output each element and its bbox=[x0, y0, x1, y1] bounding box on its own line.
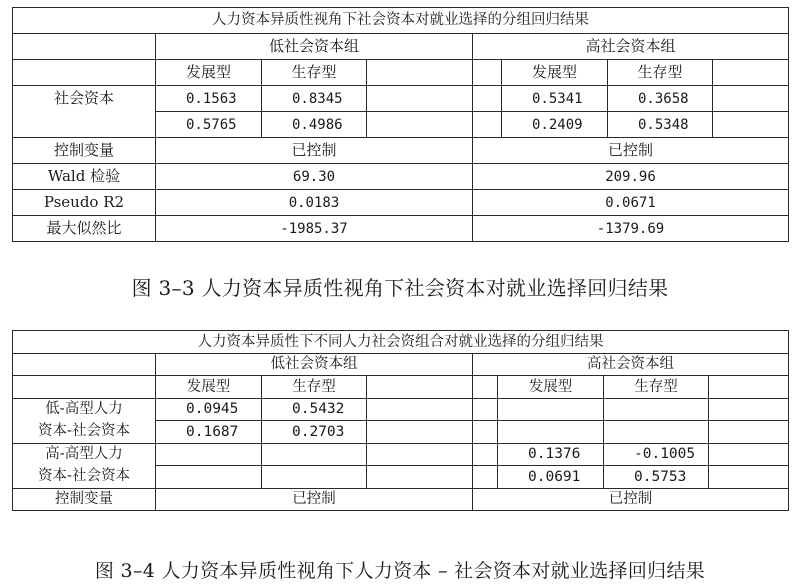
column-header: 生存型 bbox=[262, 376, 367, 399]
column-header: 发展型 bbox=[156, 376, 262, 399]
table-row bbox=[13, 376, 789, 399]
value-cell: 0.1376 bbox=[498, 443, 604, 466]
column-header: 生存型 bbox=[262, 60, 367, 86]
value-cell: 0.5765 bbox=[156, 112, 262, 138]
value-cell: 0.1687 bbox=[156, 421, 262, 444]
value-cell: 0.5432 bbox=[262, 398, 367, 421]
empty-cell bbox=[709, 398, 789, 421]
empty-cell bbox=[473, 466, 498, 489]
table-row bbox=[13, 398, 789, 421]
value-cell: 0.1563 bbox=[156, 86, 262, 112]
empty-cell bbox=[604, 398, 709, 421]
table-row bbox=[13, 353, 789, 376]
row-label: 社会资本 bbox=[13, 86, 156, 112]
row-label: 低-高型人力 bbox=[13, 398, 156, 421]
value-cell: 0.4986 bbox=[262, 112, 367, 138]
empty-cell bbox=[473, 443, 498, 466]
empty-cell bbox=[13, 60, 156, 86]
empty-cell bbox=[262, 466, 367, 489]
empty-cell bbox=[156, 466, 262, 489]
empty-cell bbox=[473, 376, 498, 399]
table-row bbox=[13, 34, 789, 60]
value-cell: 69.30 bbox=[156, 164, 473, 190]
group-high-header: 高社会资本组 bbox=[473, 34, 789, 60]
table-row bbox=[13, 443, 789, 466]
figure-caption: 图 3–3 人力资本异质性视角下社会资本对就业选择回归结果 bbox=[131, 276, 669, 300]
group-low-header: 低社会资本组 bbox=[156, 353, 473, 376]
table-row bbox=[13, 331, 789, 354]
value-cell: 0.0691 bbox=[498, 466, 604, 489]
empty-cell bbox=[13, 34, 156, 60]
empty-cell bbox=[473, 421, 498, 444]
group-low-header: 低社会资本组 bbox=[156, 34, 473, 60]
empty-cell bbox=[367, 466, 473, 489]
table-row bbox=[13, 8, 789, 34]
empty-cell bbox=[709, 466, 789, 489]
empty-cell bbox=[709, 443, 789, 466]
table-title: 人力资本异质性视角下社会资本对就业选择的分组回归结果 bbox=[13, 8, 789, 34]
value-cell: 0.5341 bbox=[502, 86, 608, 112]
table-3-4 bbox=[12, 330, 789, 511]
column-header: 发展型 bbox=[502, 60, 608, 86]
value-cell: -1379.69 bbox=[473, 216, 789, 242]
table-row bbox=[13, 60, 789, 86]
row-label: Wald 检验 bbox=[13, 164, 156, 190]
row-label: Pseudo R2 bbox=[13, 190, 156, 216]
table-row bbox=[13, 86, 789, 112]
empty-cell bbox=[498, 421, 604, 444]
value-cell: 209.96 bbox=[473, 164, 789, 190]
table-row bbox=[13, 164, 789, 190]
figure-caption: 图 3–4 人力资本异质性视角下人力资本 – 社会资本对就业选择回归结果 bbox=[94, 560, 706, 582]
empty-cell bbox=[713, 60, 789, 86]
table-row bbox=[13, 466, 789, 489]
empty-cell bbox=[367, 112, 473, 138]
row-label: 控制变量 bbox=[13, 488, 156, 511]
row-label: 资本-社会资本 bbox=[13, 466, 156, 489]
value-cell: 0.0183 bbox=[156, 190, 473, 216]
empty-cell bbox=[367, 376, 473, 399]
empty-cell bbox=[498, 398, 604, 421]
empty-cell bbox=[473, 398, 498, 421]
empty-cell bbox=[13, 112, 156, 138]
controlled-cell: 已控制 bbox=[473, 138, 789, 164]
table-row bbox=[13, 421, 789, 444]
value-cell: -1985.37 bbox=[156, 216, 473, 242]
controlled-cell: 已控制 bbox=[473, 488, 789, 511]
table-row bbox=[13, 138, 789, 164]
empty-cell bbox=[713, 86, 789, 112]
empty-cell bbox=[604, 421, 709, 444]
empty-cell bbox=[13, 353, 156, 376]
value-cell: 0.3658 bbox=[608, 86, 713, 112]
group-high-header: 高社会资本组 bbox=[473, 353, 789, 376]
controlled-cell: 已控制 bbox=[156, 138, 473, 164]
empty-cell bbox=[709, 376, 789, 399]
table-row bbox=[13, 190, 789, 216]
column-header: 发展型 bbox=[156, 60, 262, 86]
column-header: 发展型 bbox=[498, 376, 604, 399]
column-header: 生存型 bbox=[604, 376, 709, 399]
value-cell: 0.0945 bbox=[156, 398, 262, 421]
row-label: 高-高型人力 bbox=[13, 443, 156, 466]
row-label: 控制变量 bbox=[13, 138, 156, 164]
row-label: 资本-社会资本 bbox=[13, 421, 156, 444]
empty-cell bbox=[367, 398, 473, 421]
value-cell: 0.2409 bbox=[502, 112, 608, 138]
empty-cell bbox=[713, 112, 789, 138]
table-title: 人力资本异质性下不同人力社会资组合对就业选择的分组归结果 bbox=[13, 331, 789, 354]
value-cell: 0.0671 bbox=[473, 190, 789, 216]
empty-cell bbox=[473, 112, 502, 138]
value-cell: 0.5753 bbox=[604, 466, 709, 489]
table-row bbox=[13, 216, 789, 242]
value-cell: 0.2703 bbox=[262, 421, 367, 444]
controlled-cell: 已控制 bbox=[156, 488, 473, 511]
value-cell: -0.1005 bbox=[604, 443, 709, 466]
empty-cell bbox=[473, 86, 502, 112]
column-header: 生存型 bbox=[608, 60, 713, 86]
empty-cell bbox=[156, 443, 262, 466]
empty-cell bbox=[13, 376, 156, 399]
empty-cell bbox=[473, 60, 502, 86]
value-cell: 0.8345 bbox=[262, 86, 367, 112]
empty-cell bbox=[367, 443, 473, 466]
table-row bbox=[13, 488, 789, 511]
value-cell: 0.5348 bbox=[608, 112, 713, 138]
row-label: 最大似然比 bbox=[13, 216, 156, 242]
empty-cell bbox=[709, 421, 789, 444]
table-row bbox=[13, 112, 789, 138]
empty-cell bbox=[367, 421, 473, 444]
empty-cell bbox=[367, 86, 473, 112]
empty-cell bbox=[262, 443, 367, 466]
empty-cell bbox=[367, 60, 473, 86]
table-3-3 bbox=[12, 7, 789, 242]
